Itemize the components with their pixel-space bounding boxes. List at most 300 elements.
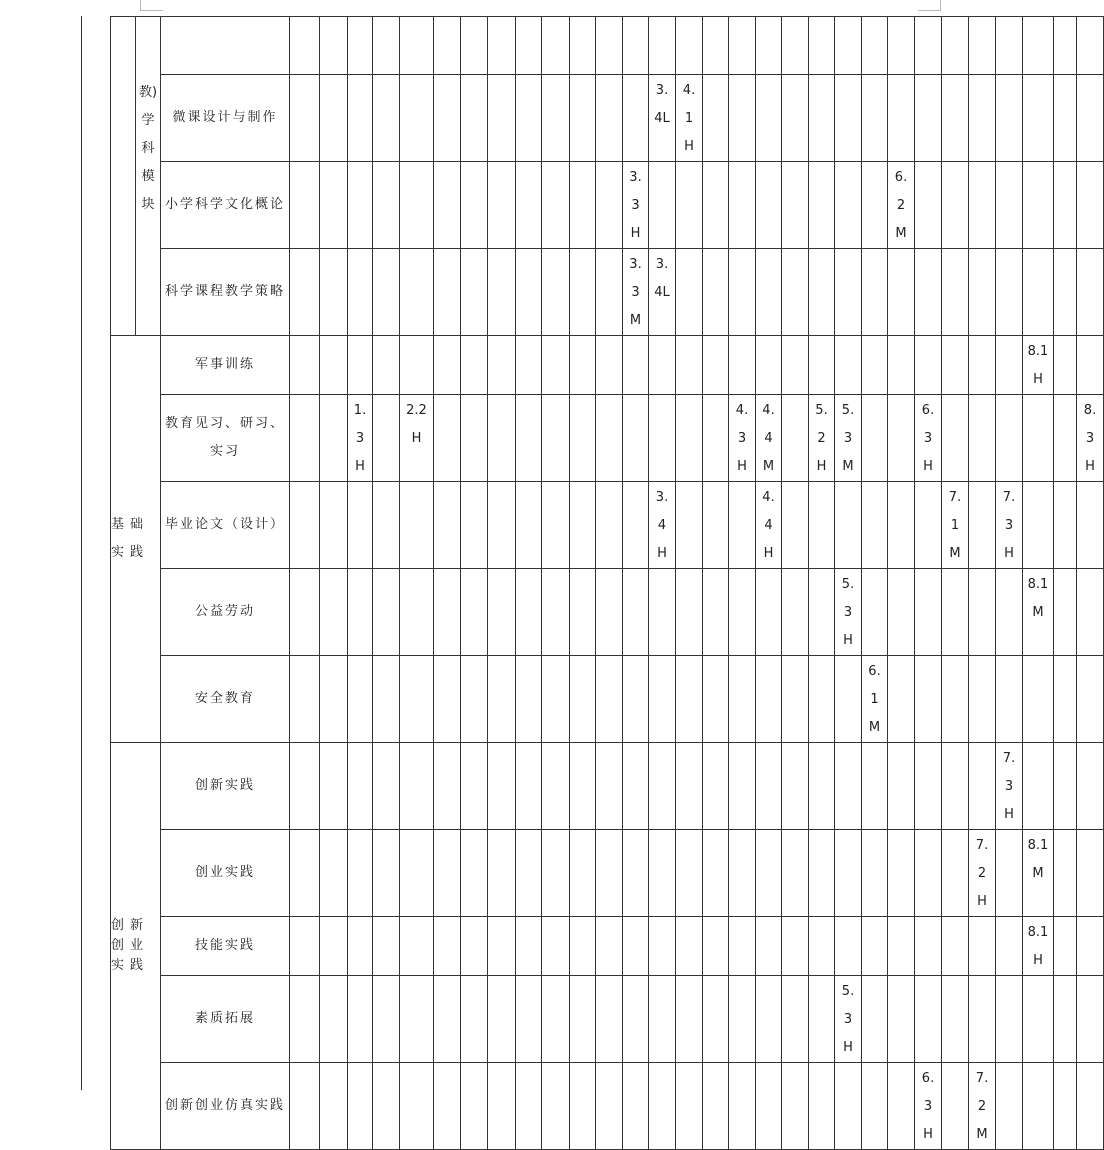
indicator-cell: [1023, 162, 1054, 249]
indicator-cell: [488, 482, 516, 569]
table-row: [111, 75, 1104, 162]
indicator-cell: [703, 395, 729, 482]
indicator-cell: [542, 917, 570, 976]
indicator-cell: [434, 1063, 461, 1150]
indicator-cell: [516, 75, 542, 162]
indicator-cell: [835, 17, 862, 75]
indicator-cell: [729, 917, 756, 976]
indicator-value: 7.2H: [969, 830, 996, 917]
indicator-cell: [373, 482, 400, 569]
indicator-cell: [649, 656, 676, 743]
indicator-cell: [888, 569, 915, 656]
table-row: [111, 743, 1104, 830]
indicator-cell: [516, 395, 542, 482]
indicator-cell: [290, 395, 320, 482]
table-row: [111, 482, 1104, 569]
indicator-cell: [809, 75, 835, 162]
indicator-cell: [888, 976, 915, 1063]
indicator-cell: [516, 569, 542, 656]
indicator-cell: [888, 743, 915, 830]
indicator-cell: [373, 976, 400, 1063]
indicator-cell: [570, 569, 596, 656]
module-label-foundation: 基础实践: [111, 336, 161, 743]
indicator-cell: [373, 1063, 400, 1150]
indicator-cell: [1077, 75, 1104, 162]
indicator-cell: [461, 482, 488, 569]
indicator-cell: [1054, 336, 1077, 395]
indicator-cell: [320, 917, 348, 976]
indicator-cell: [888, 75, 915, 162]
indicator-cell: [782, 830, 809, 917]
indicator-cell: [888, 917, 915, 976]
indicator-cell: [290, 976, 320, 1063]
indicator-cell: [969, 17, 996, 75]
indicator-cell: [649, 976, 676, 1063]
indicator-value: 6.2M: [888, 162, 915, 249]
table-row: [111, 976, 1104, 1063]
indicator-cell: [596, 17, 623, 75]
indicator-cell: [434, 249, 461, 336]
indicator-cell: [373, 17, 400, 75]
indicator-cell: [348, 830, 373, 917]
indicator-cell: [596, 656, 623, 743]
indicator-cell: [915, 336, 942, 395]
module-label-discipline: 教)学科模块: [136, 17, 161, 336]
indicator-cell: [1054, 17, 1077, 75]
indicator-cell: [756, 17, 782, 75]
indicator-cell: [570, 162, 596, 249]
indicator-cell: [348, 1063, 373, 1150]
indicator-cell: [542, 162, 570, 249]
indicator-cell: [835, 482, 862, 569]
indicator-cell: [729, 1063, 756, 1150]
indicator-cell: [400, 162, 434, 249]
indicator-cell: [996, 917, 1023, 976]
indicator-cell: [942, 976, 969, 1063]
module-outer-cell: [111, 17, 136, 336]
indicator-cell: [290, 1063, 320, 1150]
indicator-cell: [623, 75, 649, 162]
indicator-cell: [649, 569, 676, 656]
indicator-cell: [703, 17, 729, 75]
indicator-cell: [729, 17, 756, 75]
indicator-cell: [434, 917, 461, 976]
indicator-cell: [461, 395, 488, 482]
indicator-cell: [942, 743, 969, 830]
indicator-cell: [996, 976, 1023, 1063]
indicator-cell: [996, 17, 1023, 75]
indicator-cell: [703, 917, 729, 976]
indicator-cell: [888, 482, 915, 569]
indicator-cell: [1054, 743, 1077, 830]
indicator-cell: [862, 336, 888, 395]
indicator-cell: [290, 743, 320, 830]
indicator-cell: [596, 249, 623, 336]
indicator-cell: [729, 743, 756, 830]
indicator-cell: [676, 656, 703, 743]
indicator-cell: [373, 249, 400, 336]
indicator-cell: [596, 482, 623, 569]
indicator-cell: [942, 17, 969, 75]
indicator-cell: [756, 830, 782, 917]
indicator-cell: [862, 917, 888, 976]
indicator-cell: [488, 395, 516, 482]
indicator-cell: [1023, 976, 1054, 1063]
indicator-cell: [290, 482, 320, 569]
indicator-cell: [756, 1063, 782, 1150]
indicator-cell: [942, 569, 969, 656]
indicator-cell: [756, 743, 782, 830]
indicator-cell: [570, 1063, 596, 1150]
indicator-cell: [703, 482, 729, 569]
indicator-cell: [835, 917, 862, 976]
course-name: 安全教育: [161, 656, 290, 743]
indicator-cell: [1023, 249, 1054, 336]
indicator-cell: [1023, 656, 1054, 743]
course-name: 创新创业仿真实践: [161, 1063, 290, 1150]
indicator-value: 3.4L: [649, 75, 676, 162]
indicator-value: 7.1M: [942, 482, 969, 569]
indicator-cell: [320, 569, 348, 656]
crop-mark-top-right: [918, 0, 941, 11]
table-row: [111, 17, 1104, 75]
indicator-cell: [320, 976, 348, 1063]
indicator-cell: [542, 569, 570, 656]
indicator-cell: [461, 336, 488, 395]
indicator-cell: [373, 917, 400, 976]
indicator-cell: [703, 336, 729, 395]
indicator-cell: [915, 743, 942, 830]
indicator-cell: [782, 75, 809, 162]
indicator-cell: [996, 75, 1023, 162]
indicator-cell: [373, 395, 400, 482]
indicator-cell: [488, 75, 516, 162]
indicator-cell: [703, 75, 729, 162]
indicator-cell: [1054, 249, 1077, 336]
indicator-cell: [373, 162, 400, 249]
indicator-cell: [516, 743, 542, 830]
indicator-value: 7.2M: [969, 1063, 996, 1150]
indicator-cell: [862, 75, 888, 162]
indicator-cell: [373, 830, 400, 917]
indicator-cell: [942, 917, 969, 976]
indicator-cell: [570, 917, 596, 976]
indicator-cell: [542, 1063, 570, 1150]
indicator-cell: [488, 162, 516, 249]
indicator-cell: [809, 976, 835, 1063]
indicator-cell: [488, 1063, 516, 1150]
indicator-cell: [862, 395, 888, 482]
indicator-cell: [516, 1063, 542, 1150]
indicator-cell: [809, 249, 835, 336]
indicator-cell: [542, 395, 570, 482]
indicator-cell: [1077, 249, 1104, 336]
indicator-cell: [969, 569, 996, 656]
indicator-value: 4.1H: [676, 75, 703, 162]
indicator-cell: [623, 17, 649, 75]
table-row: [111, 1063, 1104, 1150]
course-name: 教育见习、研习、实习: [161, 395, 290, 482]
indicator-cell: [488, 336, 516, 395]
indicator-cell: [942, 162, 969, 249]
indicator-value: 3.3H: [623, 162, 649, 249]
indicator-cell: [434, 976, 461, 1063]
indicator-cell: [1077, 569, 1104, 656]
indicator-cell: [729, 830, 756, 917]
indicator-cell: [348, 17, 373, 75]
indicator-cell: [862, 249, 888, 336]
indicator-cell: [434, 162, 461, 249]
course-name: 创业实践: [161, 830, 290, 917]
indicator-cell: [461, 569, 488, 656]
indicator-cell: [1077, 336, 1104, 395]
indicator-cell: [888, 395, 915, 482]
indicator-value: 3.4L: [649, 249, 676, 336]
indicator-cell: [915, 917, 942, 976]
indicator-cell: [703, 743, 729, 830]
indicator-cell: [1077, 162, 1104, 249]
course-name: [161, 17, 290, 75]
indicator-cell: [596, 917, 623, 976]
indicator-cell: [488, 17, 516, 75]
indicator-cell: [996, 1063, 1023, 1150]
indicator-cell: [703, 249, 729, 336]
indicator-cell: [996, 336, 1023, 395]
indicator-cell: [461, 656, 488, 743]
table-row: [111, 249, 1104, 336]
indicator-cell: [915, 17, 942, 75]
indicator-cell: [703, 656, 729, 743]
indicator-cell: [835, 830, 862, 917]
indicator-cell: [348, 249, 373, 336]
indicator-cell: [348, 917, 373, 976]
indicator-cell: [596, 75, 623, 162]
indicator-cell: [1077, 830, 1104, 917]
indicator-cell: [516, 162, 542, 249]
course-name: 技能实践: [161, 917, 290, 976]
indicator-cell: [996, 569, 1023, 656]
indicator-cell: [649, 162, 676, 249]
indicator-cell: [623, 482, 649, 569]
indicator-cell: [782, 249, 809, 336]
indicator-cell: [756, 249, 782, 336]
indicator-cell: [676, 482, 703, 569]
indicator-cell: [348, 482, 373, 569]
indicator-cell: [542, 656, 570, 743]
indicator-value: 7.3H: [996, 482, 1023, 569]
indicator-cell: [348, 976, 373, 1063]
indicator-cell: [1077, 976, 1104, 1063]
indicator-cell: [596, 336, 623, 395]
indicator-cell: [888, 249, 915, 336]
indicator-value: 6.3H: [915, 1063, 942, 1150]
indicator-cell: [969, 249, 996, 336]
indicator-cell: [596, 976, 623, 1063]
indicator-cell: [570, 17, 596, 75]
indicator-cell: [782, 743, 809, 830]
indicator-cell: [348, 162, 373, 249]
indicator-cell: [461, 75, 488, 162]
indicator-cell: [809, 743, 835, 830]
indicator-cell: [542, 17, 570, 75]
indicator-cell: [290, 249, 320, 336]
indicator-value: 6.1M: [862, 656, 888, 743]
indicator-cell: [1054, 75, 1077, 162]
crop-mark-top-left: [140, 0, 163, 11]
indicator-cell: [516, 482, 542, 569]
indicator-cell: [373, 75, 400, 162]
indicator-cell: [348, 336, 373, 395]
indicator-cell: [488, 249, 516, 336]
indicator-value: 8.1H: [1023, 336, 1054, 395]
indicator-cell: [400, 917, 434, 976]
indicator-cell: [888, 17, 915, 75]
indicator-cell: [542, 830, 570, 917]
indicator-cell: [623, 656, 649, 743]
indicator-cell: [320, 162, 348, 249]
indicator-cell: [835, 743, 862, 830]
indicator-cell: [862, 482, 888, 569]
table-row: [111, 917, 1104, 976]
indicator-cell: [623, 743, 649, 830]
indicator-cell: [290, 830, 320, 917]
indicator-cell: [290, 17, 320, 75]
indicator-cell: [969, 336, 996, 395]
indicator-cell: [434, 75, 461, 162]
indicator-cell: [542, 249, 570, 336]
indicator-cell: [1054, 1063, 1077, 1150]
indicator-cell: [570, 743, 596, 830]
indicator-cell: [570, 482, 596, 569]
indicator-cell: [915, 976, 942, 1063]
indicator-cell: [1077, 17, 1104, 75]
indicator-cell: [461, 830, 488, 917]
course-name: 素质拓展: [161, 976, 290, 1063]
indicator-cell: [996, 162, 1023, 249]
indicator-cell: [488, 830, 516, 917]
indicator-cell: [1077, 1063, 1104, 1150]
indicator-cell: [570, 249, 596, 336]
indicator-cell: [542, 743, 570, 830]
indicator-cell: [703, 1063, 729, 1150]
indicator-cell: [623, 830, 649, 917]
indicator-cell: [729, 75, 756, 162]
indicator-cell: [570, 976, 596, 1063]
indicator-value: 1.3H: [348, 395, 373, 482]
indicator-cell: [756, 976, 782, 1063]
indicator-cell: [676, 569, 703, 656]
indicator-cell: [809, 162, 835, 249]
table-row: [111, 395, 1104, 482]
indicator-cell: [434, 482, 461, 569]
indicator-cell: [915, 249, 942, 336]
outer-table-edge: [81, 16, 82, 1090]
indicator-value: 5.2H: [809, 395, 835, 482]
indicator-cell: [400, 17, 434, 75]
indicator-cell: [835, 249, 862, 336]
indicator-cell: [862, 569, 888, 656]
table-row: [111, 830, 1104, 917]
indicator-cell: [676, 17, 703, 75]
indicator-cell: [461, 162, 488, 249]
indicator-cell: [942, 75, 969, 162]
indicator-value: 8.3H: [1077, 395, 1104, 482]
indicator-cell: [969, 482, 996, 569]
indicator-cell: [942, 656, 969, 743]
indicator-cell: [623, 976, 649, 1063]
indicator-cell: [676, 336, 703, 395]
indicator-cell: [809, 1063, 835, 1150]
indicator-cell: [835, 656, 862, 743]
indicator-cell: [400, 249, 434, 336]
indicator-cell: [1077, 743, 1104, 830]
module-label-innovation: 创新创业实践: [111, 743, 161, 1150]
indicator-value: 3.4H: [649, 482, 676, 569]
indicator-cell: [596, 1063, 623, 1150]
indicator-cell: [915, 830, 942, 917]
indicator-cell: [942, 1063, 969, 1150]
indicator-cell: [373, 569, 400, 656]
indicator-cell: [888, 830, 915, 917]
course-name: 公益劳动: [161, 569, 290, 656]
indicator-cell: [1023, 482, 1054, 569]
indicator-cell: [782, 976, 809, 1063]
indicator-value: 7.3H: [996, 743, 1023, 830]
indicator-cell: [348, 656, 373, 743]
indicator-cell: [434, 336, 461, 395]
indicator-cell: [996, 830, 1023, 917]
indicator-cell: [676, 830, 703, 917]
indicator-cell: [729, 569, 756, 656]
indicator-cell: [676, 162, 703, 249]
table-row: [111, 569, 1104, 656]
indicator-cell: [461, 917, 488, 976]
indicator-cell: [996, 395, 1023, 482]
indicator-cell: [373, 656, 400, 743]
indicator-cell: [320, 1063, 348, 1150]
indicator-value: 3.3M: [623, 249, 649, 336]
indicator-cell: [320, 830, 348, 917]
indicator-cell: [676, 976, 703, 1063]
indicator-cell: [1054, 569, 1077, 656]
indicator-cell: [862, 743, 888, 830]
indicator-cell: [1023, 17, 1054, 75]
indicator-cell: [434, 17, 461, 75]
indicator-cell: [290, 569, 320, 656]
indicator-cell: [400, 976, 434, 1063]
indicator-cell: [969, 656, 996, 743]
indicator-cell: [756, 75, 782, 162]
indicator-cell: [649, 830, 676, 917]
indicator-cell: [782, 656, 809, 743]
indicator-cell: [461, 17, 488, 75]
indicator-cell: [809, 830, 835, 917]
indicator-cell: [1054, 917, 1077, 976]
indicator-cell: [400, 830, 434, 917]
indicator-cell: [290, 656, 320, 743]
indicator-cell: [969, 743, 996, 830]
indicator-cell: [942, 395, 969, 482]
table-row: [111, 336, 1104, 395]
indicator-cell: [434, 743, 461, 830]
indicator-cell: [703, 830, 729, 917]
indicator-cell: [782, 395, 809, 482]
indicator-cell: [623, 395, 649, 482]
indicator-cell: [1023, 395, 1054, 482]
indicator-cell: [1054, 482, 1077, 569]
indicator-cell: [290, 75, 320, 162]
indicator-cell: [915, 482, 942, 569]
